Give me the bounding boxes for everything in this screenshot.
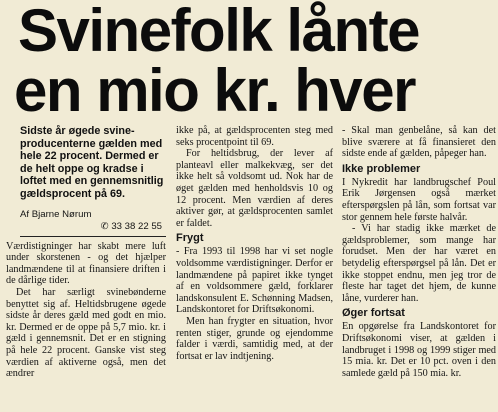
byline-author: Af Bjarne Nørum: [20, 208, 92, 220]
byline-phone: ✆ 33 38 22 55: [100, 220, 162, 232]
body-paragraph: - Vi har stadig ikke mærket de gældsproblemer, som mange har forudset. Men der har været en betydelig efterspørgsel på lån. Det er ikke stoppet endnu, men jeg tror de fleste har taget det hjem, de kunne låne, vurderer han.: [342, 223, 496, 304]
body-paragraph: ikke på, at gældsprocenten steg med seks procentpoint til 69.: [176, 125, 333, 148]
headline-line-1: Svinefolk lånte: [18, 0, 419, 64]
body-paragraph: For heltidsbrug, der lever af planteavl eller malkekvæg, ser det ikke helt så voldsomt ud. Nok har de øget gælden med henholdsvis 10 og 12 procent. Men værdien af deres aktiver gør, at gældsprocenten samlet er faldet.: [176, 148, 333, 229]
subheading-ikke-problemer: Ikke problemer: [342, 162, 421, 175]
body-paragraph: I Nykredit har landbrugschef Poul Erik Jørgensen også mærket efterspørgslen på lån, som fortsat var stor gennem hele første halvår.: [342, 176, 496, 223]
headline-line-2: en mio kr. hver: [14, 57, 416, 124]
subheading-frygt: Frygt: [176, 232, 204, 245]
body-paragraph: Det har særligt svinebønderne benyttet sig af. Heltidsbrugene øgede sidste år deres gæld med godt en mio. kr. Dermed er de oppe på 5,7 mio. kr. i gæld i gennemsnit. Det er en stigning på hele 22 procent. Ganske vist steg værdien af aktiverne også, men det ændrer: [6, 286, 166, 380]
body-paragraph: En opgørelse fra Landskontoret for Driftsøkonomi viser, at gælden i landbruget i 1998 og 1999 stiger med 15 mia. kr. Det er 10 pct. oven i den samlede gæld på 150 mia. kr.: [342, 321, 496, 379]
body-paragraph: Men han frygter en situation, hvor renten stiger, grunde og ejendomme falder i værdi, samtidig med, at der fortsat er lav indtjening.: [176, 315, 333, 362]
body-paragraph: Værdistigninger har skabt mere luft under skorstenen - og det hjælper landmændene til at finansiere driften i de dårlige tider.: [6, 240, 166, 287]
byline-divider: [20, 236, 166, 237]
subheading-oeger-fortsat: Øger fortsat: [342, 307, 405, 320]
column-2: [176, 125, 333, 362]
lead-paragraph: Sidste år øgede svine-producenterne gælden med hele 22 procent. Dermed er de helt oppe og kradse i loftet med en gennemsnitlig gældsprocent på 69.: [20, 125, 164, 200]
column-3: [342, 125, 496, 379]
column-1: [6, 125, 166, 380]
body-paragraph: - Fra 1993 til 1998 har vi set nogle voldsomme værdistigninger. Derfor er landmændene på papiret ikke tynget af en voldsommere gæld, forklarer landskonsulent E. Schønning Madsen, Landskontoret for Driftsøkonomi.: [176, 246, 333, 316]
body-paragraph: - Skal man genbelåne, så kan det blive sværere at få finansieret den sidste ende af gælden, påpeger han.: [342, 125, 496, 160]
